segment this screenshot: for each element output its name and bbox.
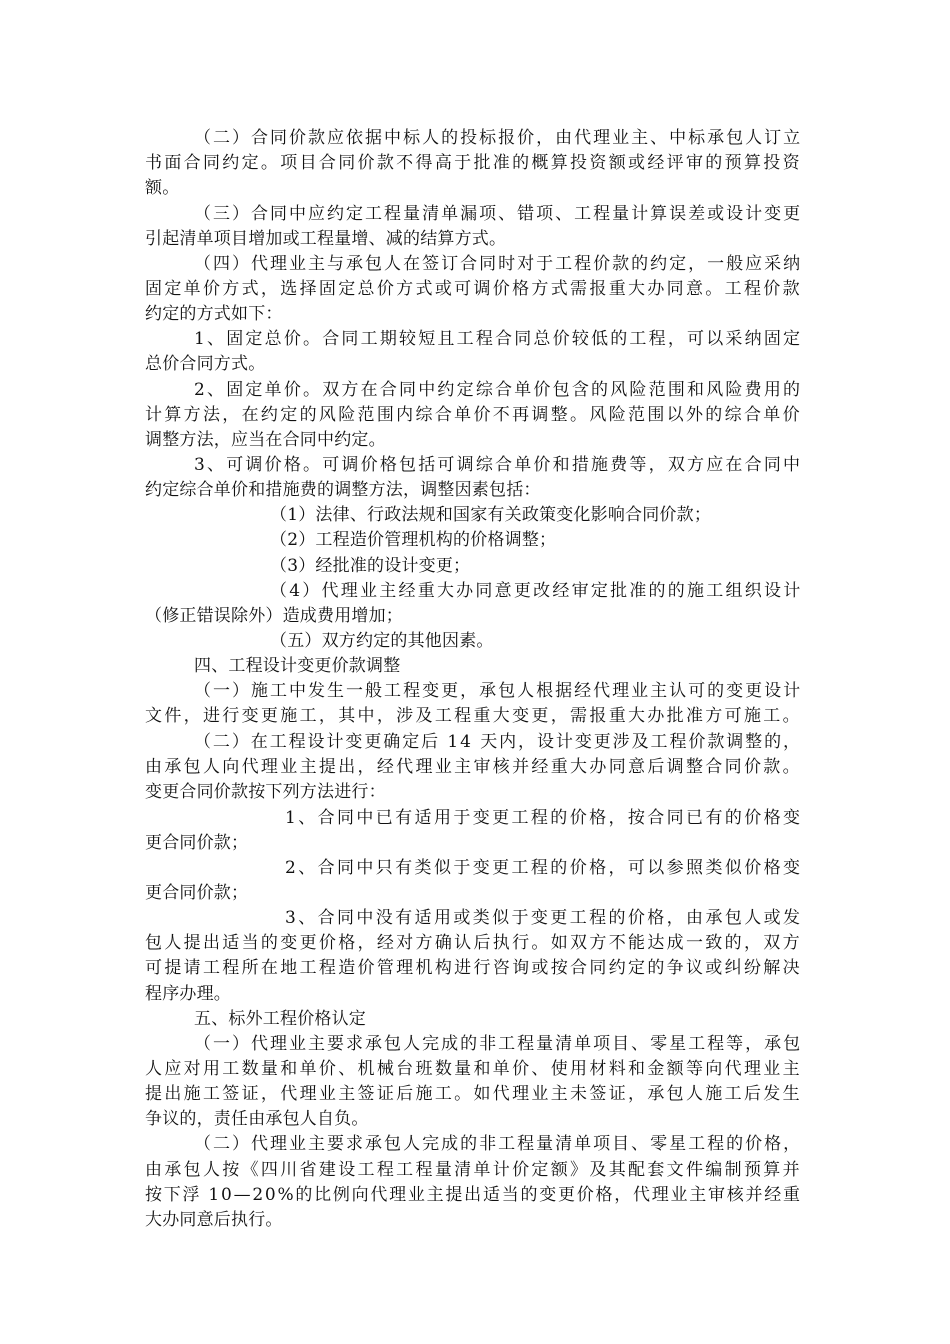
text-line: （2）工程造价管理机构的价格调整；	[270, 530, 557, 550]
text-line: （四）代理业主与承包人在签订合同时对于工程价款的约定，一般应采纳	[194, 254, 803, 274]
text-line: 四、工程设计变更价款调整	[194, 656, 401, 676]
text-line: （4）代理业主经重大办同意更改经审定批准的的施工组织设计	[270, 581, 803, 601]
text-line: 更合同价款；	[145, 833, 249, 853]
text-line: 按下浮 10—20%的比例向代理业主提出适当的变更价格，代理业主审核并经重	[145, 1185, 802, 1205]
text-line: 约定的方式如下：	[145, 304, 283, 324]
text-line: 书面合同约定。项目合同价款不得高于批准的概算投资额或经评审的预算投资	[145, 153, 802, 173]
text-line: 由承包人向代理业主提出，经代理业主审核并经重大办同意后调整合同价款。	[145, 757, 802, 777]
text-line: 1、固定总价。合同工期较短且工程合同总价较低的工程，可以采纳固定	[194, 329, 803, 349]
text-line: 人应对用工数量和单价、机械台班数量和单价、使用材料和金额等向代理业主	[145, 1059, 802, 1079]
text-line: （一）代理业主要求承包人完成的非工程量清单项目、零星工程等，承包	[194, 1034, 803, 1054]
text-line: 可提请工程所在地工程造价管理机构进行咨询或按合同约定的争议或纠纷解决	[145, 958, 802, 978]
text-line: 文件，进行变更施工，其中，涉及工程重大变更，需报重大办批准方可施工。	[145, 706, 802, 726]
text-line: 争议的，责任由承包人自负。	[145, 1109, 369, 1129]
text-line: （修正错误除外）造成费用增加；	[145, 606, 403, 626]
text-line: 约定综合单价和措施费的调整方法，调整因素包括：	[145, 480, 541, 500]
text-line: （五）双方约定的其他因素。	[270, 631, 494, 651]
text-line: （二）在工程设计变更确定后 14 天内，设计变更涉及工程价款调整的，	[194, 732, 802, 752]
text-line: 程序办理。	[145, 984, 231, 1004]
text-line: 1、合同中已有适用于变更工程的价格，按合同已有的价格变	[285, 808, 803, 828]
text-line: 2、固定单价。双方在合同中约定综合单价包含的风险范围和风险费用的	[194, 380, 803, 400]
text-line: 额。	[145, 178, 180, 198]
text-line: 调整方法，应当在合同中约定。	[145, 430, 386, 450]
text-line: 五、标外工程价格认定	[194, 1009, 366, 1029]
text-line: 计算方法，在约定的风险范围内综合单价不再调整。风险范围以外的综合单价	[145, 405, 802, 425]
text-line: 引起清单项目增加或工程量增、减的结算方式。	[145, 229, 507, 249]
text-line: 变更合同价款按下列方法进行：	[145, 782, 386, 802]
text-line: 包人提出适当的变更价格，经对方确认后执行。如双方不能达成一致的，双方	[145, 933, 802, 953]
text-line: （二）合同价款应依据中标人的投标报价，由代理业主、中标承包人订立	[194, 128, 803, 148]
text-line: （二）代理业主要求承包人完成的非工程量清单项目、零星工程的价格，	[194, 1134, 803, 1154]
text-line: （三）合同中应约定工程量清单漏项、错项、工程量计算误差或设计变更	[194, 204, 803, 224]
text-line: 提出施工签证，代理业主签证后施工。如代理业主未签证，承包人施工后发生	[145, 1084, 802, 1104]
text-line: 总价合同方式。	[145, 354, 266, 374]
text-line: 固定单价方式，选择固定总价方式或可调价格方式需报重大办同意。工程价款	[145, 279, 802, 299]
text-line: 大办同意后执行。	[145, 1210, 283, 1230]
text-line: 3、合同中没有适用或类似于变更工程的价格，由承包人或发	[285, 908, 803, 928]
text-line: 由承包人按《四川省建设工程工程量清单计价定额》及其配套文件编制预算并	[145, 1160, 802, 1180]
text-line: 2、合同中只有类似于变更工程的价格，可以参照类似价格变	[285, 858, 803, 878]
text-line: 更合同价款；	[145, 883, 249, 903]
text-line: （一）施工中发生一般工程变更，承包人根据经代理业主认可的变更设计	[194, 681, 803, 701]
text-line: 3、可调价格。可调价格包括可调综合单价和措施费等，双方应在合同中	[194, 455, 803, 475]
text-line: （1）法律、行政法规和国家有关政策变化影响合同价款；	[270, 505, 712, 525]
text-line: （3）经批准的设计变更；	[270, 556, 471, 576]
